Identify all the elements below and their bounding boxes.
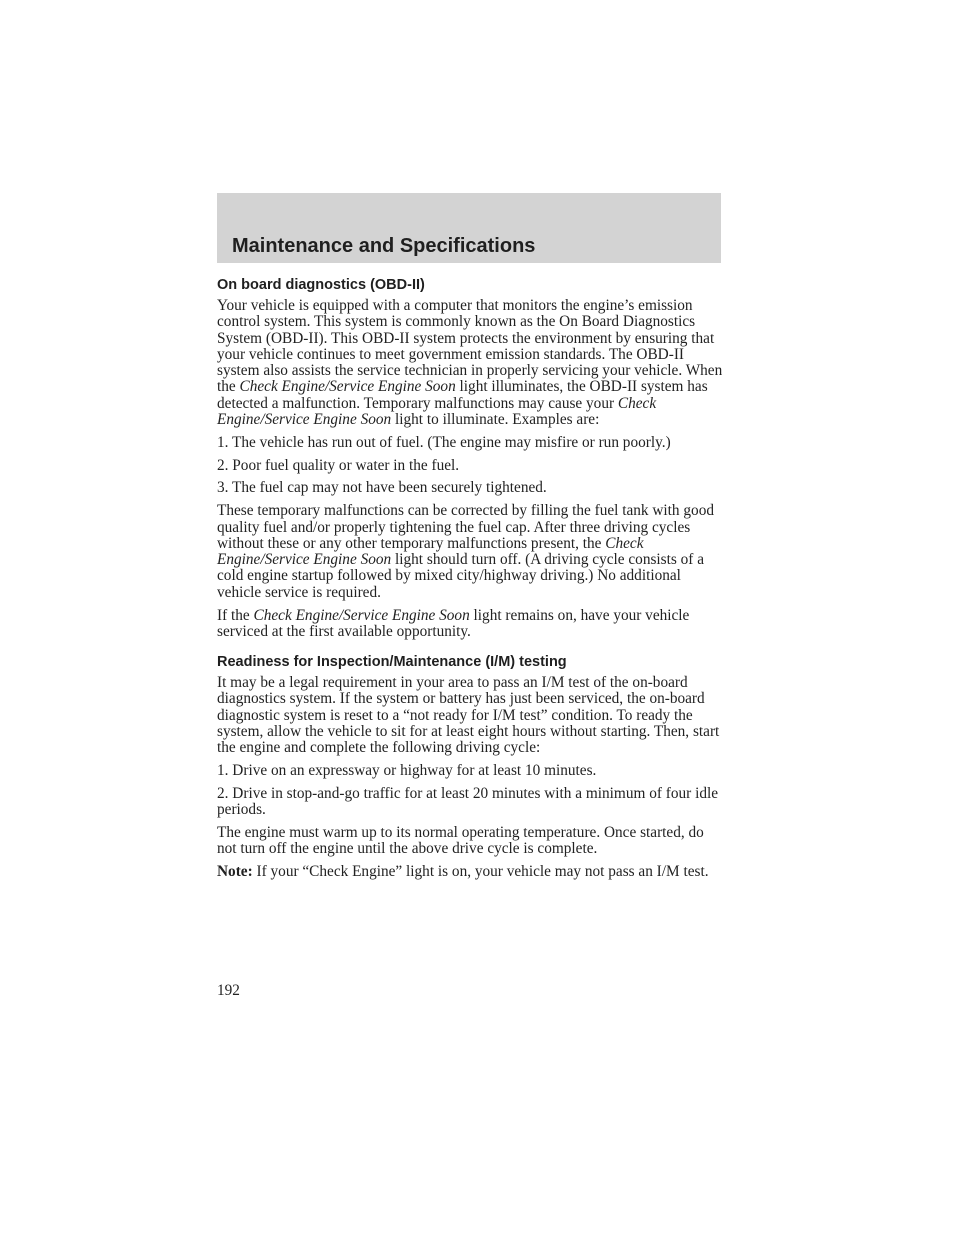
note-paragraph: Note: If your “Check Engine” light is on, your vehicle may not pass an I/M test. xyxy=(217,863,709,881)
temporary-malfunctions-paragraph: These temporary malfunctions can be corrected by filling the fuel tank with good quality fuel and/or properly tightening the fuel cap. After three driving cycles without these or any other temporary malfunctions present, the Check Engine/Service Engine Soon light should turn off. (A driving cycle consists of a cold engine startup followed by mixed city/highway driving.) No additional vehicle service is required. xyxy=(217,502,714,601)
im-heading: Readiness for Inspection/Maintenance (I/M) testing xyxy=(217,654,567,671)
obd-intro-paragraph: Your vehicle is equipped with a computer that monitors the engine’s emission control system. This system is commonly known as the On Board Diagnostics System (OBD-II). This OBD-II system protects the environment by ensuring that your vehicle continues to meet government emission standards. The OBD-II system also assists the service technician in properly servicing your vehicle. When the Check Engine/Service Engine Soon light illuminates, the OBD-II system has detected a malfunction. Temporary malfunctions may cause your Check Engine/Service Engine Soon light to illuminate. Examples are: xyxy=(217,297,723,429)
im-intro-paragraph: It may be a legal requirement in your area to pass an I/M test of the on-board diagnostics system. If the system or battery has just been serviced, the on-board diagnostic system is reset to a “not ready for I/M test” condition. To ready the system, allow the vehicle to sit for at least eight hours without starting. Then, start the engine and complete the following driving cycle: xyxy=(217,674,720,757)
warmup-paragraph: The engine must warm up to its normal operating temperature. Once started, do not turn off the engine until the above drive cycle is complete. xyxy=(217,824,704,858)
example-item-3: 3. The fuel cap may not have been securely tightened. xyxy=(217,479,547,497)
example-item-1: 1. The vehicle has run out of fuel. (The engine may misfire or run poorly.) xyxy=(217,433,671,451)
section-header-band xyxy=(217,193,721,263)
drive-step-2: 2. Drive in stop-and-go traffic for at least 20 minutes with a minimum of four idle periods. xyxy=(217,784,719,819)
section-title: Maintenance and Specifications xyxy=(232,235,536,257)
example-item-2: 2. Poor fuel quality or water in the fuel. xyxy=(217,456,460,474)
page-number: 192 xyxy=(217,982,240,999)
obd-heading: On board diagnostics (OBD-II) xyxy=(217,277,425,293)
light-remains-paragraph: If the Check Engine/Service Engine Soon light remains on, have your vehicle serviced at the first available opportunity. xyxy=(217,606,690,640)
page-content xyxy=(217,276,723,887)
drive-step-1: 1. Drive on an expressway or highway for at least 10 minutes. xyxy=(217,762,597,780)
